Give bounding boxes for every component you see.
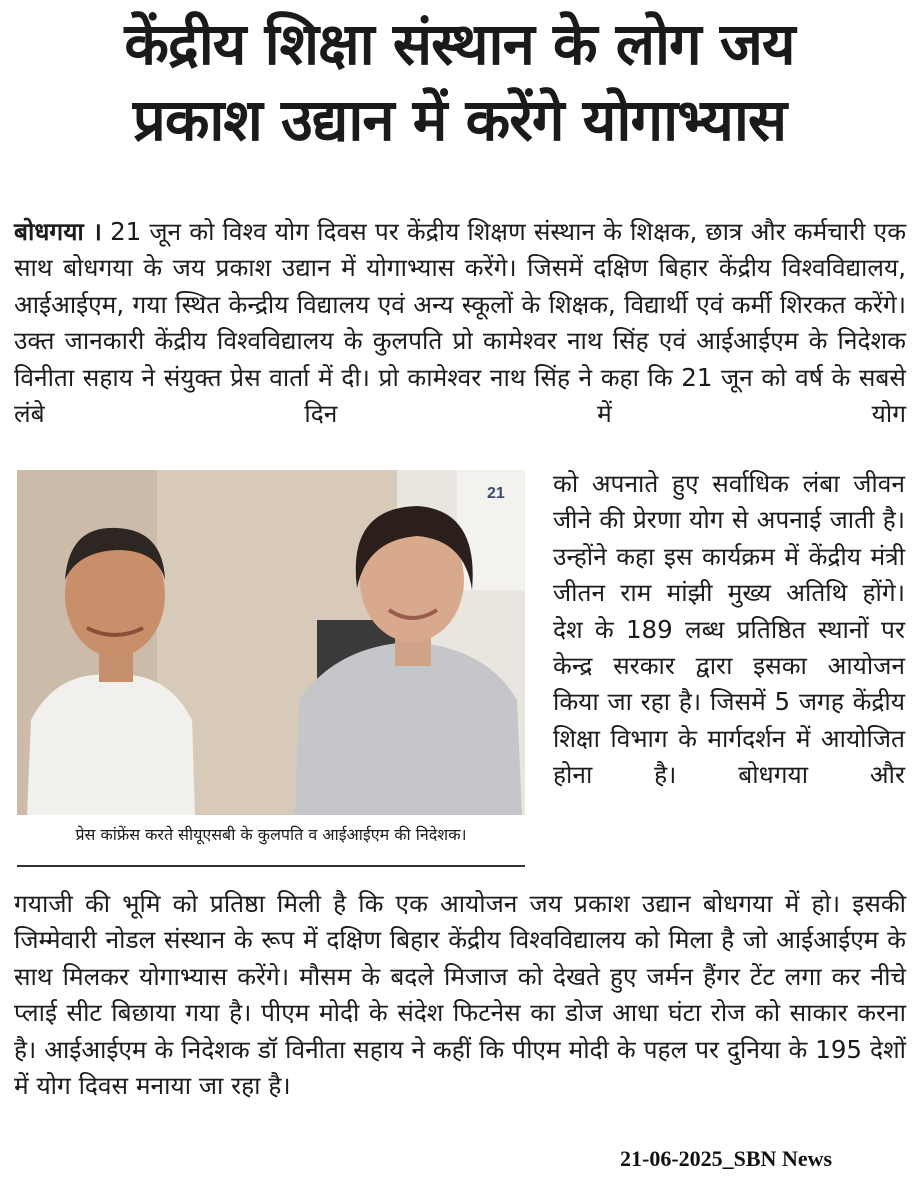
paragraph-top-text: 21 जून को विश्व योग दिवस पर केंद्रीय शिक्षण संस्थान के शिक्षक, छात्र और कर्मचारी एक साथ बोधगया के जय प्रकाश उद्यान में योगाभ्यास करेंगे। जिसमें दक्षिण बिहार केंद्रीय विश्वविद्यालय, आईआईएम, गया स्थित केन्द्रीय विद्यालय एवं अन्य स्कूलों के शिक्षक, विद्यार्थी एवं कर्मी शिरकत करेंगे। उक्त जानकारी केंद्रीय विश्वविद्यालय के कुलपति प्रो कामेश्वर नाथ सिंह एवं आईआईएम के निदेशक विनीता सहाय ने संयुक्त प्रेस वार्ता में दी। प्रो कामेश्वर नाथ सिंह ने कहा कि 21 जून को वर्ष के सबसे लंबे दिन में योग xyxy=(14,217,907,429)
footer-source-label: 21-06-2025_SBN News xyxy=(620,1146,833,1171)
photo-illustration xyxy=(17,470,525,815)
article-paragraph-bottom: गयाजी की भूमि को प्रतिष्ठा मिली है कि एक आयोजन जय प्रकाश उद्यान बोधगया में हो। इसकी जिम्मेवारी नोडल संस्थान के रूप में दक्षिण बिहार केंद्रीय विश्वविद्यालय को मिला है जो आईआईएम के साथ मिलकर योगाभ्यास करेंगे। मौसम के बदले मिजाज को देखते हुए जर्मन हैंगर टेंट लगा कर नीचे प्लाई सीट बिछाया गया है। पीएम मोदी के संदेश फिटनेस का डोज आधा घंटा रोज को साकार करना है। आईआईएम के निदेशक डॉ विनीता सहाय ने कहीं कि पीएम मोदी के पहल पर दुनिया के 195 देशों में योग दिवस मनाया जा रहा है। xyxy=(14,889,906,1101)
dateline: बोधगया । xyxy=(14,217,102,246)
photo-banner-text: 21 xyxy=(487,485,505,502)
photo-caption: प्रेस कांफ्रेंस करते सीयूएसबी के कुलपति व आईआईएम की निदेशक। xyxy=(75,825,467,844)
press-conference-photo xyxy=(17,470,525,815)
caption-divider xyxy=(17,865,525,867)
headline-line-2: प्रकाश उद्यान में करेंगे योगाभ्यास xyxy=(132,86,787,154)
headline-line-1: केंद्रीय शिक्षा संस्थान के लोग जय xyxy=(124,10,795,78)
article-paragraph-top xyxy=(14,214,906,432)
headline xyxy=(8,6,911,158)
article-paragraph-side: को अपनाते हुए सर्वाधिक लंबा जीवन जीने की प्रेरणा योग से अपनाई जाती है। उन्होंने कहा इस कार्यक्रम में केंद्रीय मंत्री जीतन राम मांझी मुख्य अतिथि होंगे। देश के 189 लब्ध प्रतिष्ठित स्थानों पर केन्द्र सरकार द्वारा इसका आयोजन किया जा रहा है। जिसमें 5 जगह केंद्रीय शिक्षा विभाग के मार्गदर्शन में आयोजित होना है। बोधगया और xyxy=(553,469,905,790)
